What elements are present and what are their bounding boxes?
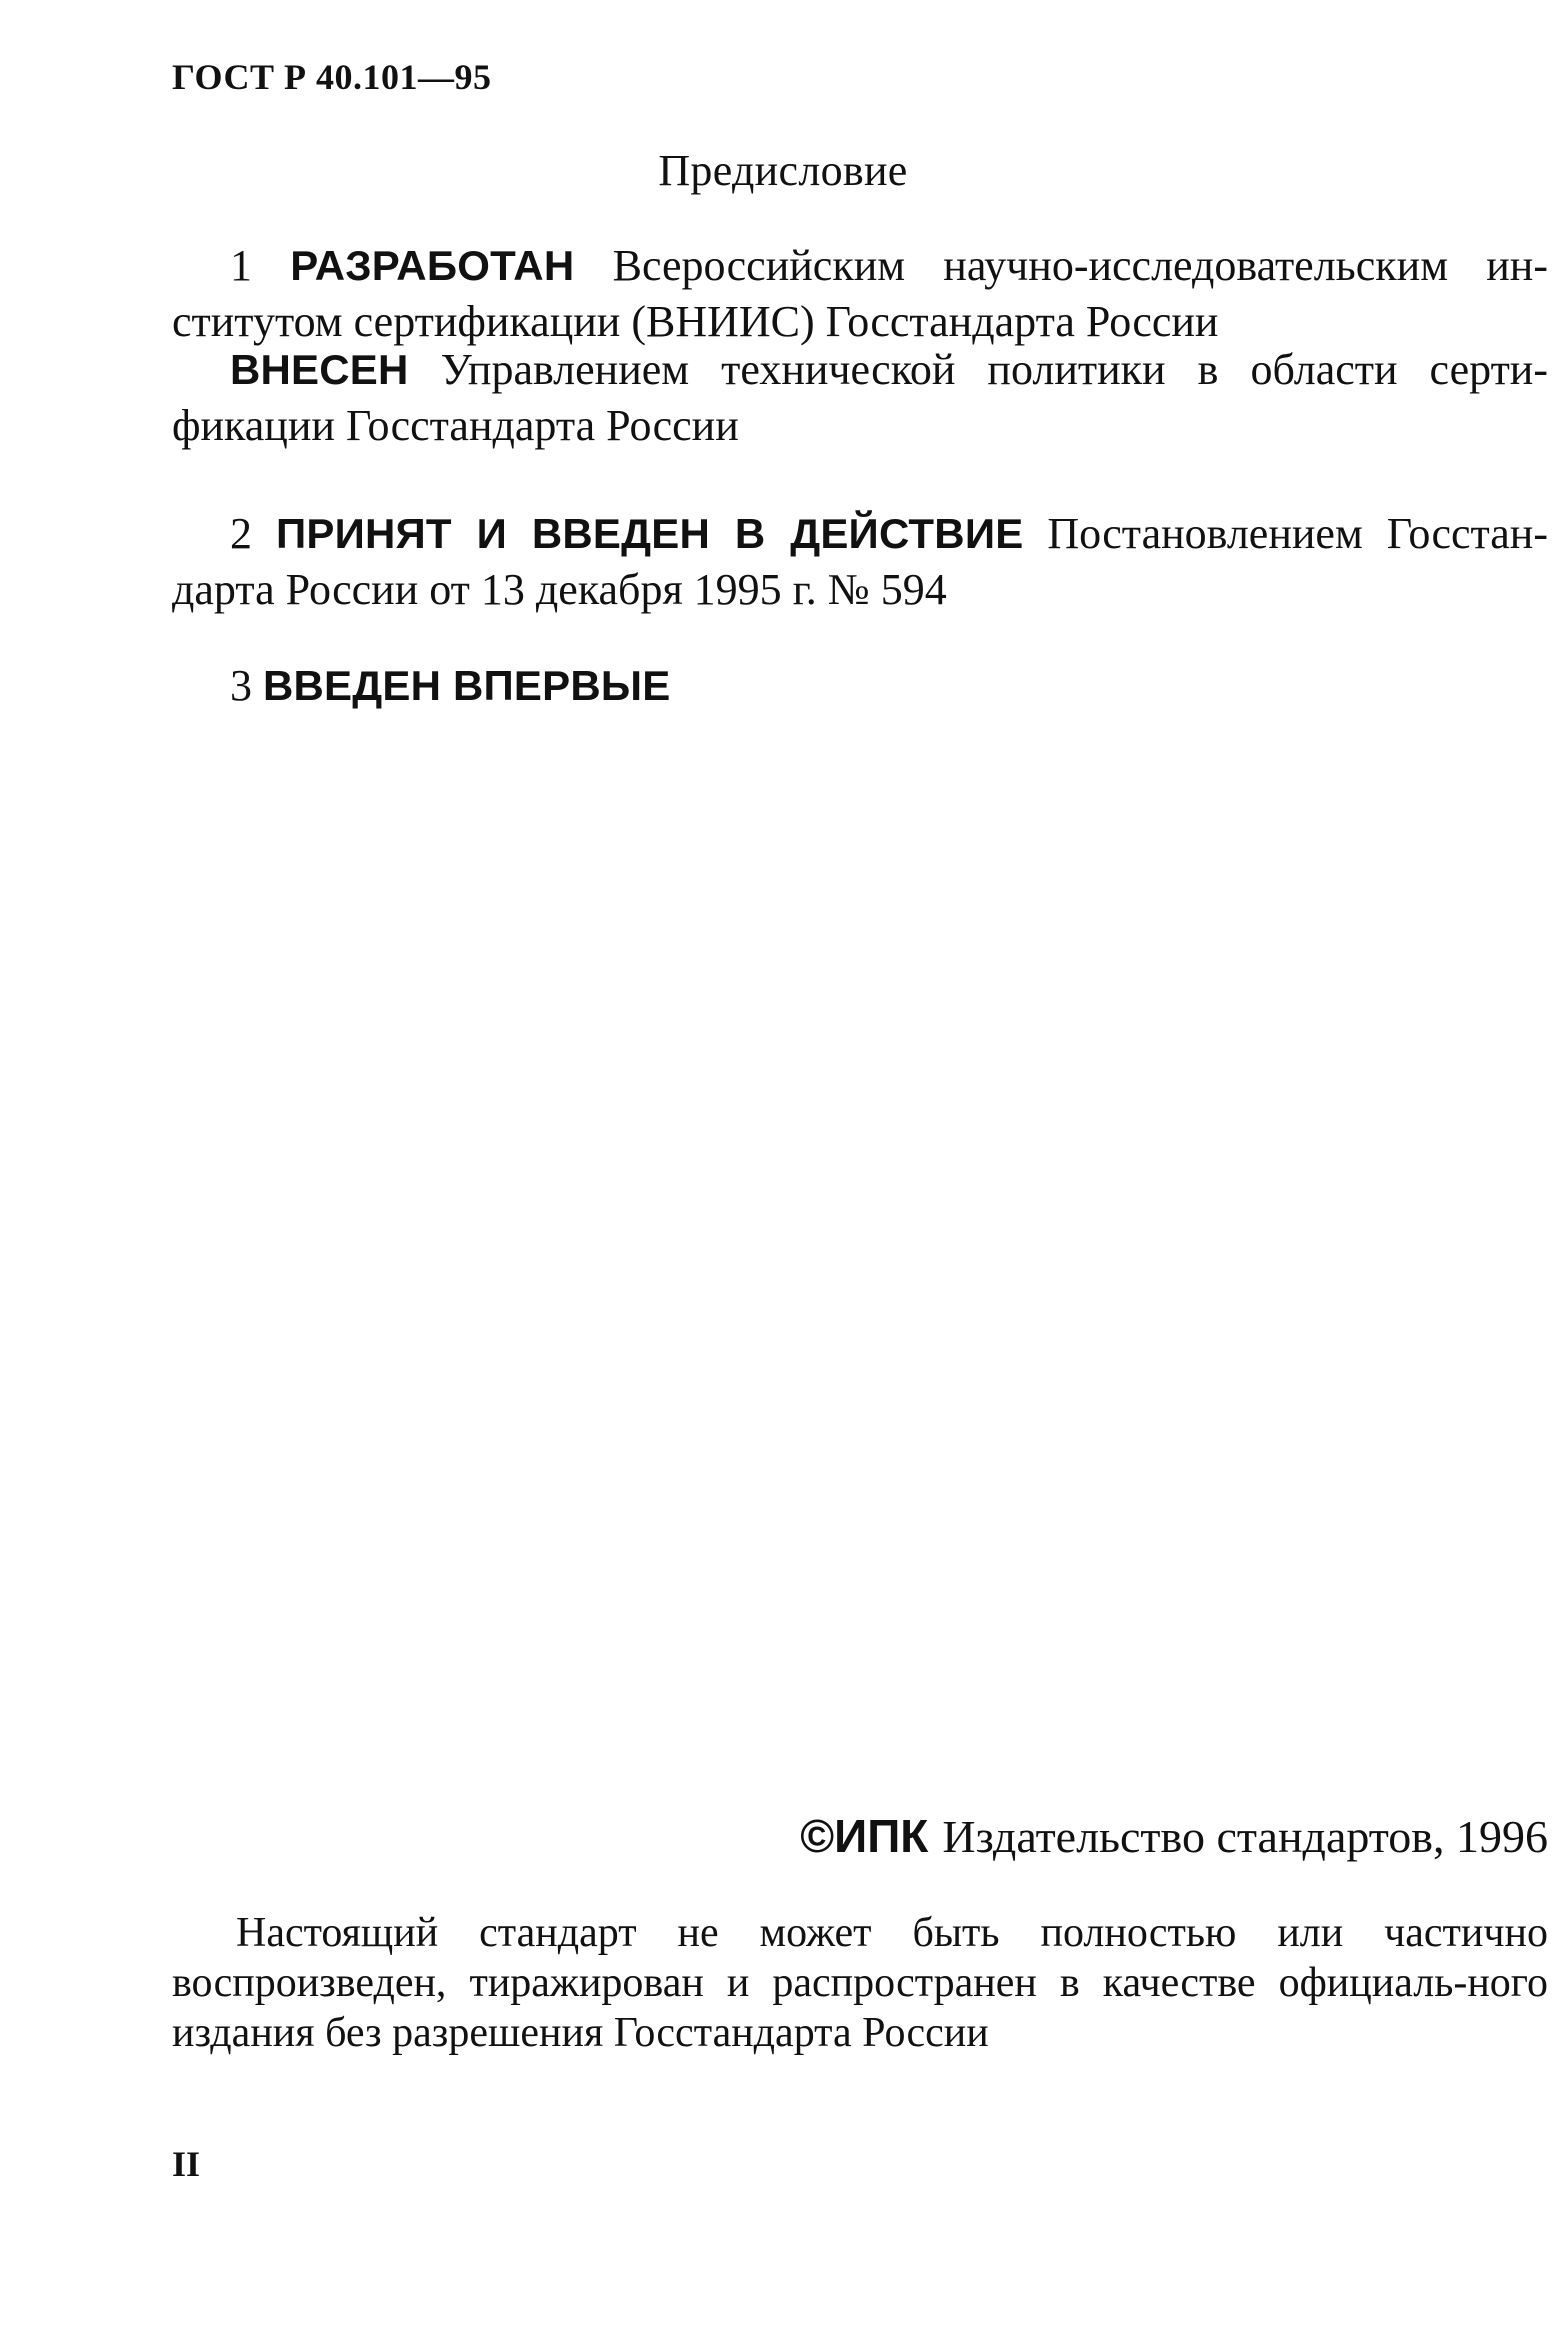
paragraph-lead: РАЗРАБОТАН <box>290 242 575 289</box>
paragraph-introduced-by <box>172 342 1548 454</box>
paragraph-number: 1 <box>230 241 252 290</box>
notice-text: Настоящий стандарт не может быть полностью или частично воспроизведен, тиражирован и распространен в качестве официаль-ного издания без разрешения Госстандарта России <box>172 1910 1548 2056</box>
page-number: II <box>172 2144 201 2184</box>
reproduction-notice <box>172 1908 1548 2058</box>
copyright-org: ИПК <box>834 1810 929 1862</box>
copyright-text: Издательство стандартов, 1996 <box>942 1811 1548 1862</box>
paragraph-lead: ПРИНЯТ И ВВЕДЕН В ДЕЙСТВИЕ <box>275 510 1024 557</box>
page-title: Предисловие <box>658 146 908 195</box>
paragraph-adopted <box>172 506 1548 618</box>
paragraph-text: Управлением технической политики в области серти-фикации Госстандарта России <box>172 345 1549 450</box>
document-code: ГОСТ Р 40.101—95 <box>172 57 492 97</box>
copyright-symbol: © <box>800 1810 835 1862</box>
paragraph-text: Всероссийским научно-исследовательским ин-ститутом сертификации (ВНИИС) Госстандарта России <box>172 241 1548 346</box>
paragraph-developed-by <box>172 238 1548 350</box>
paragraph-text: Постановлением Госстан-дарта России от 13 декабря 1995 г. № 594 <box>172 509 1548 614</box>
paragraph-lead: ВВЕДЕН ВПЕРВЫЕ <box>263 662 671 709</box>
paragraph-number: 2 <box>230 509 252 558</box>
paragraph-number: 3 <box>230 661 252 710</box>
paragraph-lead: ВНЕСЕН <box>230 346 409 393</box>
copyright-line <box>800 1809 1548 1863</box>
paragraph-first-introduced <box>172 658 1548 714</box>
